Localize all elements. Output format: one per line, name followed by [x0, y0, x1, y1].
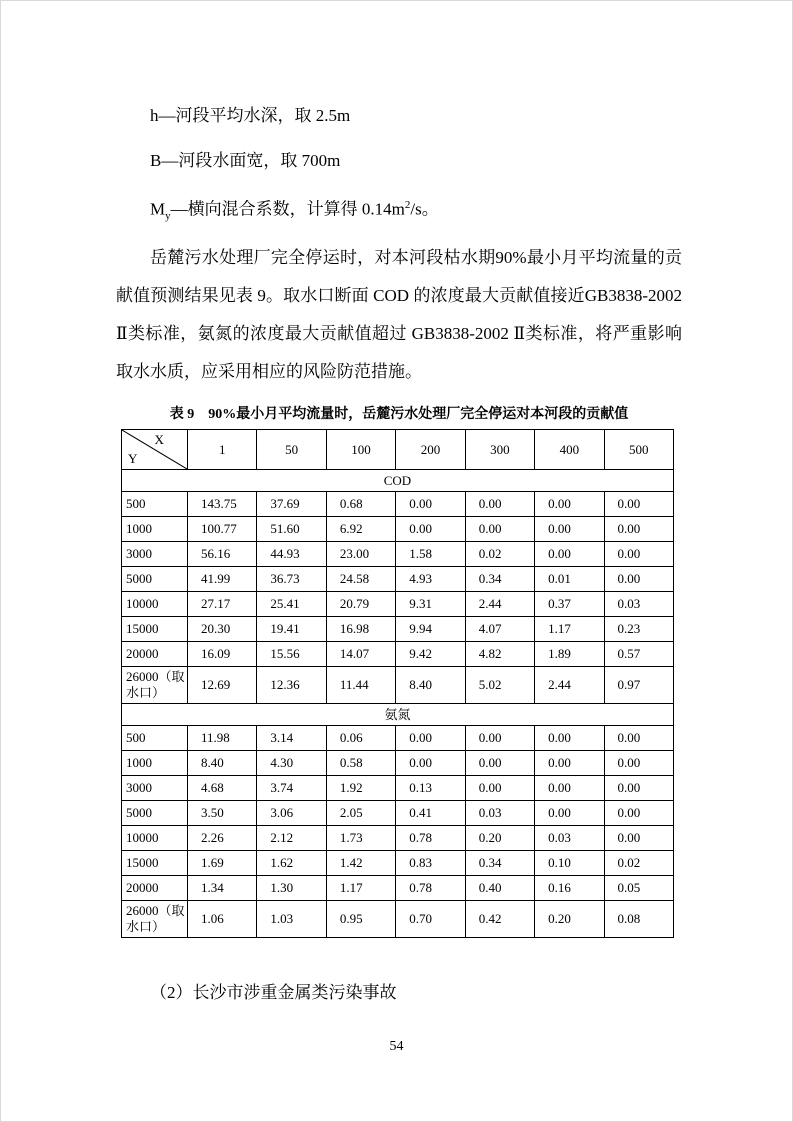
- table-row: [122, 901, 674, 938]
- value-cell: 9.94: [396, 617, 465, 642]
- value-cell: 0.00: [396, 492, 465, 517]
- row-y-label: 3000: [122, 776, 188, 801]
- footer-list-item: （2）长沙市涉重金属类污染事故: [150, 983, 397, 1003]
- value-cell: 5.02: [465, 667, 534, 704]
- value-cell: 9.42: [396, 642, 465, 667]
- value-cell: 0.02: [604, 851, 673, 876]
- value-cell: 0.03: [465, 801, 534, 826]
- table-row: [122, 617, 674, 642]
- value-cell: 0.00: [396, 517, 465, 542]
- value-cell: 4.07: [465, 617, 534, 642]
- row-y-label: 1000: [122, 751, 188, 776]
- row-y-label: 5000: [122, 801, 188, 826]
- value-cell: 0.68: [326, 492, 395, 517]
- value-cell: 2.12: [257, 826, 326, 851]
- value-cell: 9.31: [396, 592, 465, 617]
- column-header: 1: [188, 430, 257, 470]
- value-cell: 3.14: [257, 726, 326, 751]
- page-number: 54: [389, 1039, 404, 1054]
- value-cell: 8.40: [396, 667, 465, 704]
- value-cell: 0.70: [396, 901, 465, 938]
- value-cell: 1.69: [188, 851, 257, 876]
- value-cell: 51.60: [257, 517, 326, 542]
- value-cell: 0.00: [604, 826, 673, 851]
- corner-y-label: Y: [128, 451, 138, 467]
- contribution-table-body: [122, 430, 674, 938]
- value-cell: 0.00: [396, 751, 465, 776]
- value-cell: 0.00: [465, 517, 534, 542]
- row-y-label: 500: [122, 726, 188, 751]
- value-cell: 36.73: [257, 567, 326, 592]
- row-y-label: 5000: [122, 567, 188, 592]
- value-cell: 0.13: [396, 776, 465, 801]
- value-cell: 15.56: [257, 642, 326, 667]
- value-cell: 0.00: [465, 492, 534, 517]
- value-cell: 0.06: [326, 726, 395, 751]
- my-superscript: 2: [404, 199, 411, 211]
- section-label: COD: [122, 470, 674, 492]
- value-cell: 0.57: [604, 642, 673, 667]
- value-cell: 0.00: [535, 517, 604, 542]
- value-cell: 0.34: [465, 851, 534, 876]
- row-y-label: 3000: [122, 542, 188, 567]
- value-cell: 4.93: [396, 567, 465, 592]
- value-cell: 37.69: [257, 492, 326, 517]
- page-content: [116, 93, 682, 1003]
- value-cell: 44.93: [257, 542, 326, 567]
- column-header: 50: [257, 430, 326, 470]
- my-unit: /s。: [410, 199, 439, 219]
- value-cell: 19.41: [257, 617, 326, 642]
- table-row: [122, 592, 674, 617]
- value-cell: 56.16: [188, 542, 257, 567]
- value-cell: 0.20: [465, 826, 534, 851]
- value-cell: 0.20: [535, 901, 604, 938]
- column-header: 500: [604, 430, 673, 470]
- param-line-b: B—河段水面宽，取 700m: [150, 151, 341, 170]
- value-cell: 1.92: [326, 776, 395, 801]
- table-header-row: [122, 430, 674, 470]
- table-row: [122, 492, 674, 517]
- value-cell: 1.30: [257, 876, 326, 901]
- value-cell: 143.75: [188, 492, 257, 517]
- value-cell: 100.77: [188, 517, 257, 542]
- value-cell: 2.05: [326, 801, 395, 826]
- value-cell: 4.68: [188, 776, 257, 801]
- value-cell: 2.44: [535, 667, 604, 704]
- table-row: [122, 826, 674, 851]
- table-row: [122, 667, 674, 704]
- param-line-my: [116, 183, 682, 239]
- column-header: 400: [535, 430, 604, 470]
- value-cell: 4.82: [465, 642, 534, 667]
- table-row: [122, 851, 674, 876]
- value-cell: 0.00: [465, 751, 534, 776]
- value-cell: 11.98: [188, 726, 257, 751]
- value-cell: 1.73: [326, 826, 395, 851]
- value-cell: 0.58: [326, 751, 395, 776]
- value-cell: 0.00: [604, 492, 673, 517]
- value-cell: 41.99: [188, 567, 257, 592]
- value-cell: 1.17: [535, 617, 604, 642]
- value-cell: 23.00: [326, 542, 395, 567]
- table-row: [122, 542, 674, 567]
- value-cell: 16.98: [326, 617, 395, 642]
- table-caption: 表 9 90%最小月平均流量时，岳麓污水处理厂完全停运对本河段的贡献值: [169, 407, 629, 423]
- value-cell: 0.10: [535, 851, 604, 876]
- section-label: 氨氮: [122, 704, 674, 726]
- value-cell: 0.00: [465, 726, 534, 751]
- value-cell: 0.00: [604, 751, 673, 776]
- value-cell: 0.34: [465, 567, 534, 592]
- value-cell: 0.00: [396, 726, 465, 751]
- value-cell: 0.00: [604, 801, 673, 826]
- corner-cell: [122, 430, 188, 470]
- value-cell: 0.02: [465, 542, 534, 567]
- value-cell: 12.69: [188, 667, 257, 704]
- row-y-label: 1000: [122, 517, 188, 542]
- value-cell: 0.00: [604, 542, 673, 567]
- row-y-label: 20000: [122, 642, 188, 667]
- row-y-label: 26000（取水口）: [122, 667, 188, 704]
- value-cell: 0.00: [465, 776, 534, 801]
- value-cell: 1.34: [188, 876, 257, 901]
- value-cell: 0.41: [396, 801, 465, 826]
- table-row: [122, 517, 674, 542]
- value-cell: 0.03: [604, 592, 673, 617]
- column-header: 100: [326, 430, 395, 470]
- value-cell: 0.40: [465, 876, 534, 901]
- value-cell: 1.62: [257, 851, 326, 876]
- value-cell: 0.00: [535, 751, 604, 776]
- section-row: [122, 470, 674, 492]
- value-cell: 8.40: [188, 751, 257, 776]
- value-cell: 0.00: [604, 776, 673, 801]
- column-header: 200: [396, 430, 465, 470]
- value-cell: 1.06: [188, 901, 257, 938]
- column-header: 300: [465, 430, 534, 470]
- value-cell: 2.44: [465, 592, 534, 617]
- row-y-label: 500: [122, 492, 188, 517]
- value-cell: 0.37: [535, 592, 604, 617]
- value-cell: 3.50: [188, 801, 257, 826]
- value-cell: 1.89: [535, 642, 604, 667]
- value-cell: 0.00: [604, 517, 673, 542]
- value-cell: 0.00: [535, 776, 604, 801]
- contribution-table: [121, 429, 674, 938]
- table-row: [122, 642, 674, 667]
- value-cell: 0.05: [604, 876, 673, 901]
- section-row: [122, 704, 674, 726]
- value-cell: 0.00: [535, 801, 604, 826]
- value-cell: 2.26: [188, 826, 257, 851]
- value-cell: 4.30: [257, 751, 326, 776]
- value-cell: 1.58: [396, 542, 465, 567]
- value-cell: 3.06: [257, 801, 326, 826]
- table-row: [122, 751, 674, 776]
- value-cell: 0.00: [535, 492, 604, 517]
- value-cell: 0.42: [465, 901, 534, 938]
- value-cell: 0.78: [396, 826, 465, 851]
- value-cell: 25.41: [257, 592, 326, 617]
- value-cell: 0.03: [535, 826, 604, 851]
- value-cell: 6.92: [326, 517, 395, 542]
- param-line-h: h—河段平均水深，取 2.5m: [150, 106, 351, 125]
- corner-x-label: X: [154, 432, 164, 448]
- value-cell: 0.01: [535, 567, 604, 592]
- value-cell: 0.00: [604, 567, 673, 592]
- value-cell: 20.30: [188, 617, 257, 642]
- my-text: —横向混合系数，计算得 0.14m: [170, 199, 405, 219]
- value-cell: 3.74: [257, 776, 326, 801]
- table-row: [122, 567, 674, 592]
- value-cell: 0.16: [535, 876, 604, 901]
- value-cell: 24.58: [326, 567, 395, 592]
- row-y-label: 10000: [122, 826, 188, 851]
- value-cell: 27.17: [188, 592, 257, 617]
- value-cell: 0.08: [604, 901, 673, 938]
- value-cell: 0.78: [396, 876, 465, 901]
- value-cell: 12.36: [257, 667, 326, 704]
- row-y-label: 26000（取水口）: [122, 901, 188, 938]
- value-cell: 1.17: [326, 876, 395, 901]
- table-row: [122, 726, 674, 751]
- value-cell: 0.97: [604, 667, 673, 704]
- value-cell: 14.07: [326, 642, 395, 667]
- value-cell: 0.83: [396, 851, 465, 876]
- row-y-label: 15000: [122, 617, 188, 642]
- table-row: [122, 801, 674, 826]
- value-cell: 1.03: [257, 901, 326, 938]
- value-cell: 0.23: [604, 617, 673, 642]
- table-row: [122, 776, 674, 801]
- value-cell: 0.00: [535, 726, 604, 751]
- table-row: [122, 876, 674, 901]
- body-paragraph: 岳麓污水处理厂完全停运时，对本河段枯水期90%最小月平均流量的贡献值预测结果见表 9。取水口断面 COD 的浓度最大贡献值接近GB3838-2002 Ⅱ类标准，氨氮的浓度最大贡献值超过 GB3838-2002 Ⅱ类标准，将严重影响取水水质，应采用相应的风险防范措施。: [116, 248, 682, 382]
- value-cell: 16.09: [188, 642, 257, 667]
- value-cell: 0.95: [326, 901, 395, 938]
- row-y-label: 10000: [122, 592, 188, 617]
- my-symbol: M: [150, 199, 166, 219]
- value-cell: 20.79: [326, 592, 395, 617]
- value-cell: 0.00: [535, 542, 604, 567]
- value-cell: 0.00: [604, 726, 673, 751]
- row-y-label: 15000: [122, 851, 188, 876]
- value-cell: 1.42: [326, 851, 395, 876]
- row-y-label: 20000: [122, 876, 188, 901]
- my-subscript: y: [165, 210, 171, 223]
- value-cell: 11.44: [326, 667, 395, 704]
